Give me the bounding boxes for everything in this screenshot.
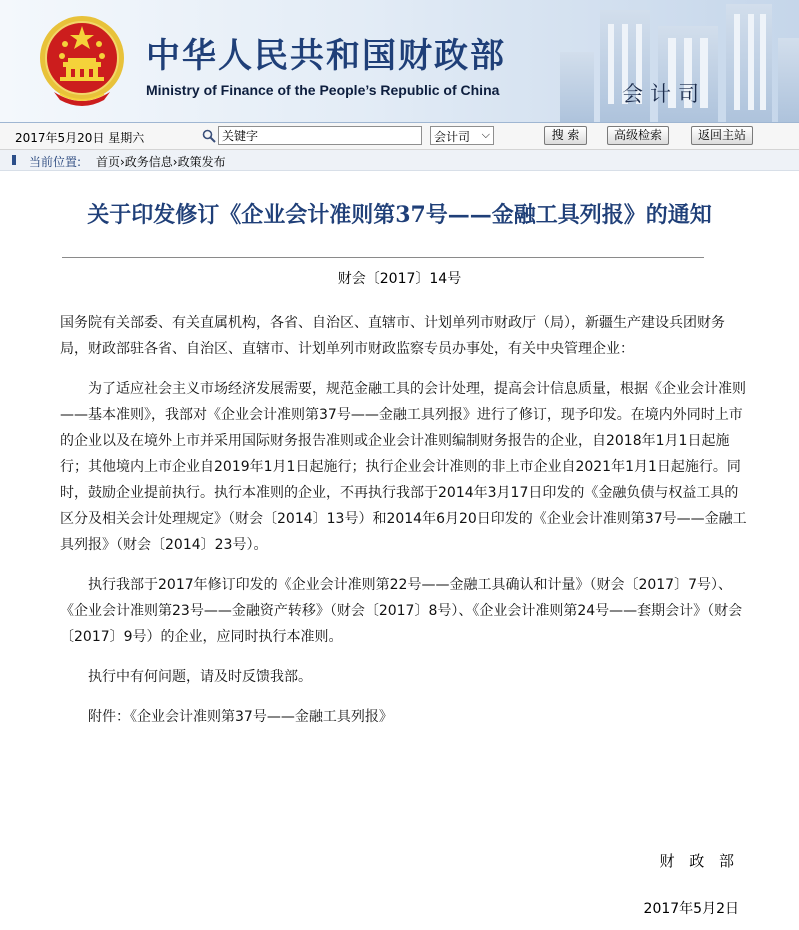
ministry-name-english: Ministry of Finance of the People’s Republic of China	[146, 82, 500, 98]
department-name: 会计司	[622, 82, 706, 106]
site-header	[0, 0, 799, 123]
title-divider	[62, 257, 704, 258]
issuer-signature: 财 政 部	[659, 852, 739, 870]
recipients-paragraph: 国务院有关部委、有关直属机构，各省、自治区、直辖市、计划单列市财政厅（局），新疆生产建设兵团财务局，财政部驻各省、自治区、直辖市、计划单列市财政监察专员办事处，有关中央管理企业：	[60, 315, 725, 357]
national-emblem-icon	[38, 14, 126, 110]
issue-date: 2017年5月2日	[643, 901, 739, 917]
ministry-name-chinese: 中华人民共和国财政部	[146, 36, 506, 76]
body-paragraph: 执行我部于2017年修订印发的《企业会计准则第22号——金融工具确认和计量》（财会〔2017〕7号）、《企业会计准则第23号——金融资产转移》（财会〔2017〕8号）、《企业会计准则第24号——套期会计》（财会〔2017〕9号）的企业，应同时执行本准则。	[60, 577, 743, 645]
body-paragraph: 执行中有何问题，请及时反馈我部。	[88, 669, 312, 685]
breadcrumb-path[interactable]: 首页›政务信息›政策发布	[96, 155, 226, 169]
building-decoration	[726, 4, 772, 122]
chevron-down-icon: ⌵	[481, 128, 490, 141]
breadcrumb-label: 当前位置:	[29, 155, 82, 169]
attachment-line[interactable]: 附件：《企业会计准则第37号——金融工具列报》	[88, 709, 393, 725]
breadcrumb	[0, 150, 799, 171]
breadcrumb-marker-icon	[12, 155, 16, 165]
department-select-value: 会计司	[434, 130, 471, 144]
search-input[interactable]	[218, 126, 422, 145]
return-home-button[interactable]: 返回主站	[691, 126, 753, 145]
department-select[interactable]	[430, 126, 494, 145]
article-body	[60, 310, 750, 744]
search-icon	[202, 129, 216, 143]
building-decoration	[560, 52, 594, 122]
search-toolbar	[0, 123, 799, 150]
body-paragraph: 为了适应社会主义市场经济发展需要，规范金融工具的会计处理，提高会计信息质量，根据《企业会计准则——基本准则》，我部对《企业会计准则第37号——金融工具列报》进行了修订，现予印发。在境内外同时上市的企业以及在境外上市并采用国际财务报告准则或企业会计准则编制财务报告的企业，自2018年1月1日起施行；其他境内上市企业自2019年1月1日起施行；执行企业会计准则的非上市企业自2021年1月1日起施行。同时，鼓励企业提前执行。执行本准则的企业，不再执行我部于2014年3月17日印发的《金融负债与权益工具的区分及相关会计处理规定》（财会〔2014〕13号）和2014年6月20日印发的《企业会计准则第37号——金融工具列报》（财会〔2014〕23号）。	[60, 381, 747, 553]
building-decoration	[778, 38, 799, 122]
article-title: 关于印发修订《企业会计准则第37号——金融工具列报》的通知	[87, 202, 712, 228]
advanced-search-button[interactable]: 高级检索	[607, 126, 669, 145]
search-button[interactable]: 搜 索	[544, 126, 587, 145]
current-date: 2017年5月20日 星期六	[15, 131, 145, 145]
document-number: 财会〔2017〕14号	[337, 271, 462, 287]
